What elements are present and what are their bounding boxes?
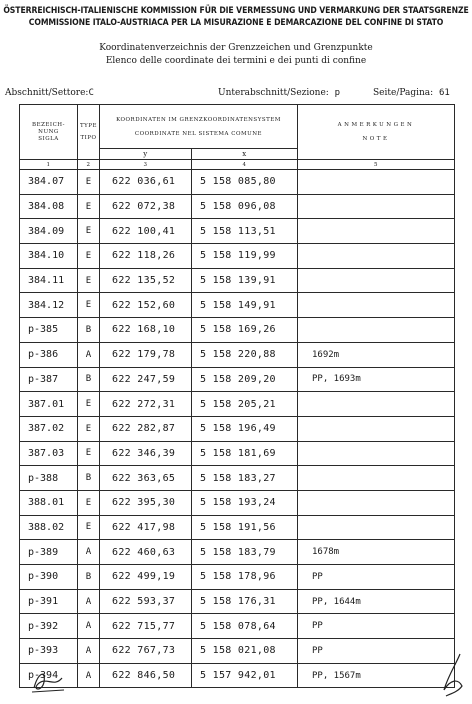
cell-note <box>298 293 455 318</box>
col-number-3: 3 <box>100 160 192 170</box>
seite-value: 61 <box>438 88 450 98</box>
table-row <box>20 268 455 293</box>
col-number-1: 1 <box>20 160 78 170</box>
cell-sigla: p-392 <box>20 614 78 639</box>
signature-right <box>438 650 468 700</box>
cell-x: 5 158 196,49 <box>192 416 298 441</box>
cell-x: 5 158 021,08 <box>192 639 298 664</box>
table-row <box>20 392 455 417</box>
column-number-row <box>20 160 455 170</box>
cell-y: 622 135,52 <box>100 268 192 293</box>
cell-tipo: E <box>78 244 100 269</box>
cell-y: 622 395,30 <box>100 490 192 515</box>
seite <box>373 88 450 98</box>
table-row <box>20 639 455 664</box>
table-row <box>20 540 455 565</box>
cell-x: 5 158 191,56 <box>192 515 298 540</box>
table-row <box>20 194 455 219</box>
table-row <box>20 663 455 688</box>
cell-x: 5 157 942,01 <box>192 663 298 688</box>
seite-label: Seite/Pagina: <box>373 88 434 98</box>
cell-tipo: E <box>78 293 100 318</box>
cell-sigla: p-390 <box>20 565 78 590</box>
cell-y: 622 072,38 <box>100 194 192 219</box>
cell-tipo: B <box>78 367 100 392</box>
signature-left <box>28 666 68 696</box>
cell-y: 622 499,19 <box>100 565 192 590</box>
table-row <box>20 342 455 367</box>
cell-sigla: 387.03 <box>20 441 78 466</box>
cell-sigla: 387.01 <box>20 392 78 417</box>
unterabschnitt-label: Unterabschnitt/Sezione: <box>218 88 329 98</box>
cell-sigla: p-387 <box>20 367 78 392</box>
table-row <box>20 293 455 318</box>
cell-sigla: 388.02 <box>20 515 78 540</box>
cell-y: 622 272,31 <box>100 392 192 417</box>
cell-note: PP, 1644m <box>298 589 455 614</box>
table-row <box>20 441 455 466</box>
unterabschnitt-value: p <box>334 88 340 98</box>
cell-x: 5 158 220,88 <box>192 342 298 367</box>
cell-tipo: B <box>78 466 100 491</box>
cell-note <box>298 490 455 515</box>
commission-title-de: ÖSTERREICHISCH-ITALIENISCHE KOMMISSION FÜR DIE VERMESSUNG UND VERMARKUNG DER STAATSGRENZE <box>3 6 469 16</box>
cell-tipo: E <box>78 490 100 515</box>
cell-note: PP <box>298 565 455 590</box>
table-row <box>20 367 455 392</box>
cell-y: 622 593,37 <box>100 589 192 614</box>
cell-x: 5 158 149,91 <box>192 293 298 318</box>
cell-tipo: E <box>78 170 100 195</box>
cell-x: 5 158 178,96 <box>192 565 298 590</box>
table-row <box>20 565 455 590</box>
table-row <box>20 490 455 515</box>
document-title-it: Elenco delle coordinate dei termini e dei punti di confine <box>105 56 367 66</box>
cell-note: PP <box>298 614 455 639</box>
document-title-de: Koordinatenverzeichnis der Grenzzeichen und Grenzpunkte <box>99 43 373 53</box>
cell-note: 1678m <box>298 540 455 565</box>
cell-tipo: E <box>78 515 100 540</box>
table-row <box>20 416 455 441</box>
cell-y: 622 118,26 <box>100 244 192 269</box>
cell-y: 622 715,77 <box>100 614 192 639</box>
cell-tipo: E <box>78 219 100 244</box>
cell-sigla: 387.02 <box>20 416 78 441</box>
col-header-tipo: TYPE TIPO <box>78 105 100 160</box>
cell-sigla: 384.08 <box>20 194 78 219</box>
cell-note <box>298 194 455 219</box>
cell-sigla: 384.11 <box>20 268 78 293</box>
col-header-sigla: BEZEICH- NUNG SIGLA <box>20 105 78 160</box>
cell-y: 622 767,73 <box>100 639 192 664</box>
col-header-notes: ANMERKUNGEN NOTE <box>298 105 455 160</box>
cell-x: 5 158 119,99 <box>192 244 298 269</box>
table-row <box>20 589 455 614</box>
cell-x: 5 158 139,91 <box>192 268 298 293</box>
cell-tipo: A <box>78 639 100 664</box>
cell-x: 5 158 183,27 <box>192 466 298 491</box>
table-row <box>20 170 455 195</box>
cell-y: 622 168,10 <box>100 318 192 343</box>
cell-y: 622 846,50 <box>100 663 192 688</box>
cell-y: 622 036,61 <box>100 170 192 195</box>
cell-x: 5 158 096,08 <box>192 194 298 219</box>
col-header-coordinates: KOORDINATEN IM GRENZKOORDINATENSYSTEM COORDINATE NEL SISTEMA COMUNE <box>100 105 298 149</box>
cell-y: 622 100,41 <box>100 219 192 244</box>
cell-x: 5 158 113,51 <box>192 219 298 244</box>
cell-sigla: p-393 <box>20 639 78 664</box>
cell-y: 622 247,59 <box>100 367 192 392</box>
cell-tipo: E <box>78 392 100 417</box>
cell-sigla: p-388 <box>20 466 78 491</box>
cell-x: 5 158 176,31 <box>192 589 298 614</box>
table-row <box>20 614 455 639</box>
col-header-x: x <box>192 149 298 160</box>
cell-note: PP, 1693m <box>298 367 455 392</box>
cell-sigla: 388.01 <box>20 490 78 515</box>
cell-tipo: B <box>78 565 100 590</box>
cell-x: 5 158 183,79 <box>192 540 298 565</box>
table-row <box>20 466 455 491</box>
cell-sigla: p-394 <box>20 663 78 688</box>
cell-tipo: A <box>78 342 100 367</box>
cell-sigla: 384.12 <box>20 293 78 318</box>
cell-tipo: A <box>78 614 100 639</box>
cell-y: 622 363,65 <box>100 466 192 491</box>
cell-x: 5 158 169,26 <box>192 318 298 343</box>
cell-x: 5 158 078,64 <box>192 614 298 639</box>
cell-tipo: E <box>78 416 100 441</box>
cell-tipo: E <box>78 441 100 466</box>
cell-y: 622 282,87 <box>100 416 192 441</box>
table-row <box>20 515 455 540</box>
cell-sigla: p-385 <box>20 318 78 343</box>
cell-x: 5 158 209,20 <box>192 367 298 392</box>
table-row <box>20 318 455 343</box>
cell-sigla: 384.09 <box>20 219 78 244</box>
cell-y: 622 152,60 <box>100 293 192 318</box>
cell-tipo: B <box>78 318 100 343</box>
cell-y: 622 346,39 <box>100 441 192 466</box>
cell-note <box>298 515 455 540</box>
cell-y: 622 417,98 <box>100 515 192 540</box>
cell-x: 5 158 181,69 <box>192 441 298 466</box>
cell-x: 5 158 085,80 <box>192 170 298 195</box>
cell-y: 622 179,78 <box>100 342 192 367</box>
table-row <box>20 244 455 269</box>
cell-note <box>298 318 455 343</box>
cell-note <box>298 219 455 244</box>
cell-note <box>298 268 455 293</box>
col-number-5: 5 <box>298 160 455 170</box>
cell-sigla: p-391 <box>20 589 78 614</box>
abschnitt-value: C <box>88 88 94 98</box>
cell-tipo: E <box>78 194 100 219</box>
cell-tipo: E <box>78 268 100 293</box>
cell-note <box>298 466 455 491</box>
cell-note <box>298 392 455 417</box>
col-number-2: 2 <box>78 160 100 170</box>
cell-sigla: p-386 <box>20 342 78 367</box>
cell-x: 5 158 205,21 <box>192 392 298 417</box>
cell-x: 5 158 193,24 <box>192 490 298 515</box>
commission-title-it: COMMISSIONE ITALO-AUSTRIACA PER LA MISURAZIONE E DEMARCAZIONE DEL CONFINE DI STATO <box>28 18 444 28</box>
cell-note <box>298 441 455 466</box>
cell-sigla: p-389 <box>20 540 78 565</box>
cell-tipo: A <box>78 540 100 565</box>
coordinate-table <box>19 104 455 688</box>
cell-sigla: 384.10 <box>20 244 78 269</box>
cell-note <box>298 416 455 441</box>
col-number-4: 4 <box>192 160 298 170</box>
cell-y: 622 460,63 <box>100 540 192 565</box>
unterabschnitt <box>218 88 340 98</box>
cell-note <box>298 244 455 269</box>
col-header-y: y <box>100 149 192 160</box>
cell-note: PP <box>298 639 455 664</box>
cell-tipo: A <box>78 589 100 614</box>
cell-note: PP, 1567m <box>298 663 455 688</box>
cell-sigla: 384.07 <box>20 170 78 195</box>
table-row <box>20 219 455 244</box>
cell-tipo: A <box>78 663 100 688</box>
abschnitt-label: Abschnitt/Settore: <box>5 88 89 98</box>
abschnitt <box>5 88 94 98</box>
cell-note <box>298 170 455 195</box>
cell-note: 1692m <box>298 342 455 367</box>
